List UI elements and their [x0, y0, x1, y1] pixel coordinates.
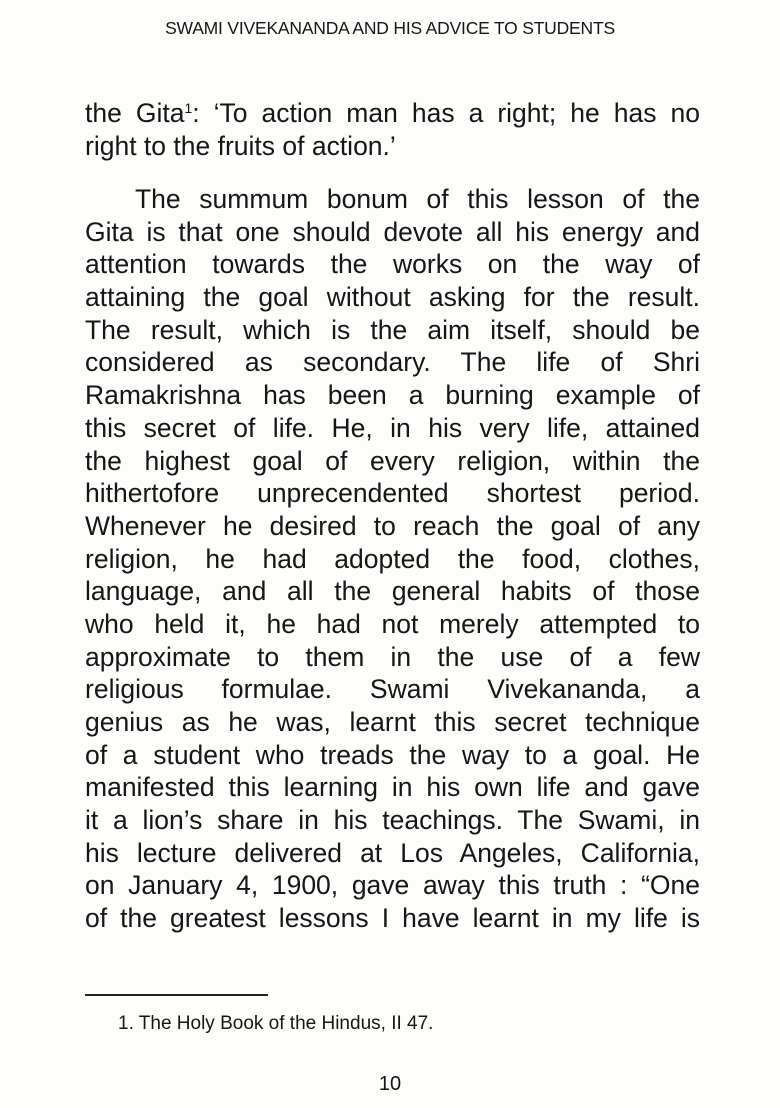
footnote-divider: [85, 994, 268, 996]
text-line: Ramakrishna has been a burning example of: [85, 380, 700, 411]
text-line: attention towards the works on the way of: [85, 249, 700, 280]
text-line: of the greatest lessons I have learnt in my life is: [85, 903, 700, 934]
text-line: attaining the goal without asking for the result.: [85, 282, 700, 313]
text-line: genius as he was, learnt this secret technique: [85, 707, 700, 737]
text-line: [85, 97, 700, 130]
text-line: The result, which is the aim itself, should be: [85, 314, 700, 345]
text-line: hithertofore unprecendented shortest period.: [85, 478, 700, 509]
text-line: religion, he had adopted the food, clothes,: [85, 543, 700, 574]
page-number: 10: [378, 1073, 402, 1095]
text-line: manifested this learning in his own life and gave: [85, 772, 700, 803]
text-line: of a student who treads the way to a goal. He: [85, 739, 700, 770]
text-line: the highest goal of every religion, within the: [85, 445, 700, 476]
text-line: considered as secondary. The life of Shri: [85, 347, 700, 378]
text-line: Whenever he desired to reach the goal of any: [85, 510, 700, 541]
text-line: religious formulae. Swami Vivekananda, a: [85, 674, 700, 705]
text-line: approximate to them in the use of a few: [85, 641, 700, 672]
paragraph-1: [85, 97, 700, 162]
text-line: who held it, he had not merely attempted to: [85, 608, 700, 639]
text-segment: the Gita: [85, 98, 185, 128]
footnote-reference[interactable]: 1: [184, 100, 193, 116]
text-line: right to the fruits of action.’: [85, 130, 396, 161]
running-header: SWAMI VIVEKANANDA AND HIS ADVICE TO STUDENTS: [165, 18, 615, 38]
text-line: his lecture delivered at Los Angeles, California,: [85, 837, 700, 868]
text-line: language, and all the general habits of those: [85, 576, 700, 607]
text-segment: : ‘To action man has a right; he has no: [192, 98, 700, 128]
text-line: it a lion’s share in his teachings. The Swami, in: [85, 805, 700, 836]
text-line: The summum bonum of this lesson of the: [135, 184, 700, 214]
text-line: on January 4, 1900, gave away this truth : “One: [85, 870, 700, 901]
text-line: Gita is that one should devote all his energy and: [85, 216, 700, 247]
footnote: 1. The Holy Book of the Hindus, II 47.: [118, 1013, 434, 1034]
text-line: this secret of life. He, in his very life, attained: [85, 412, 700, 443]
paragraph-2: [85, 183, 700, 935]
